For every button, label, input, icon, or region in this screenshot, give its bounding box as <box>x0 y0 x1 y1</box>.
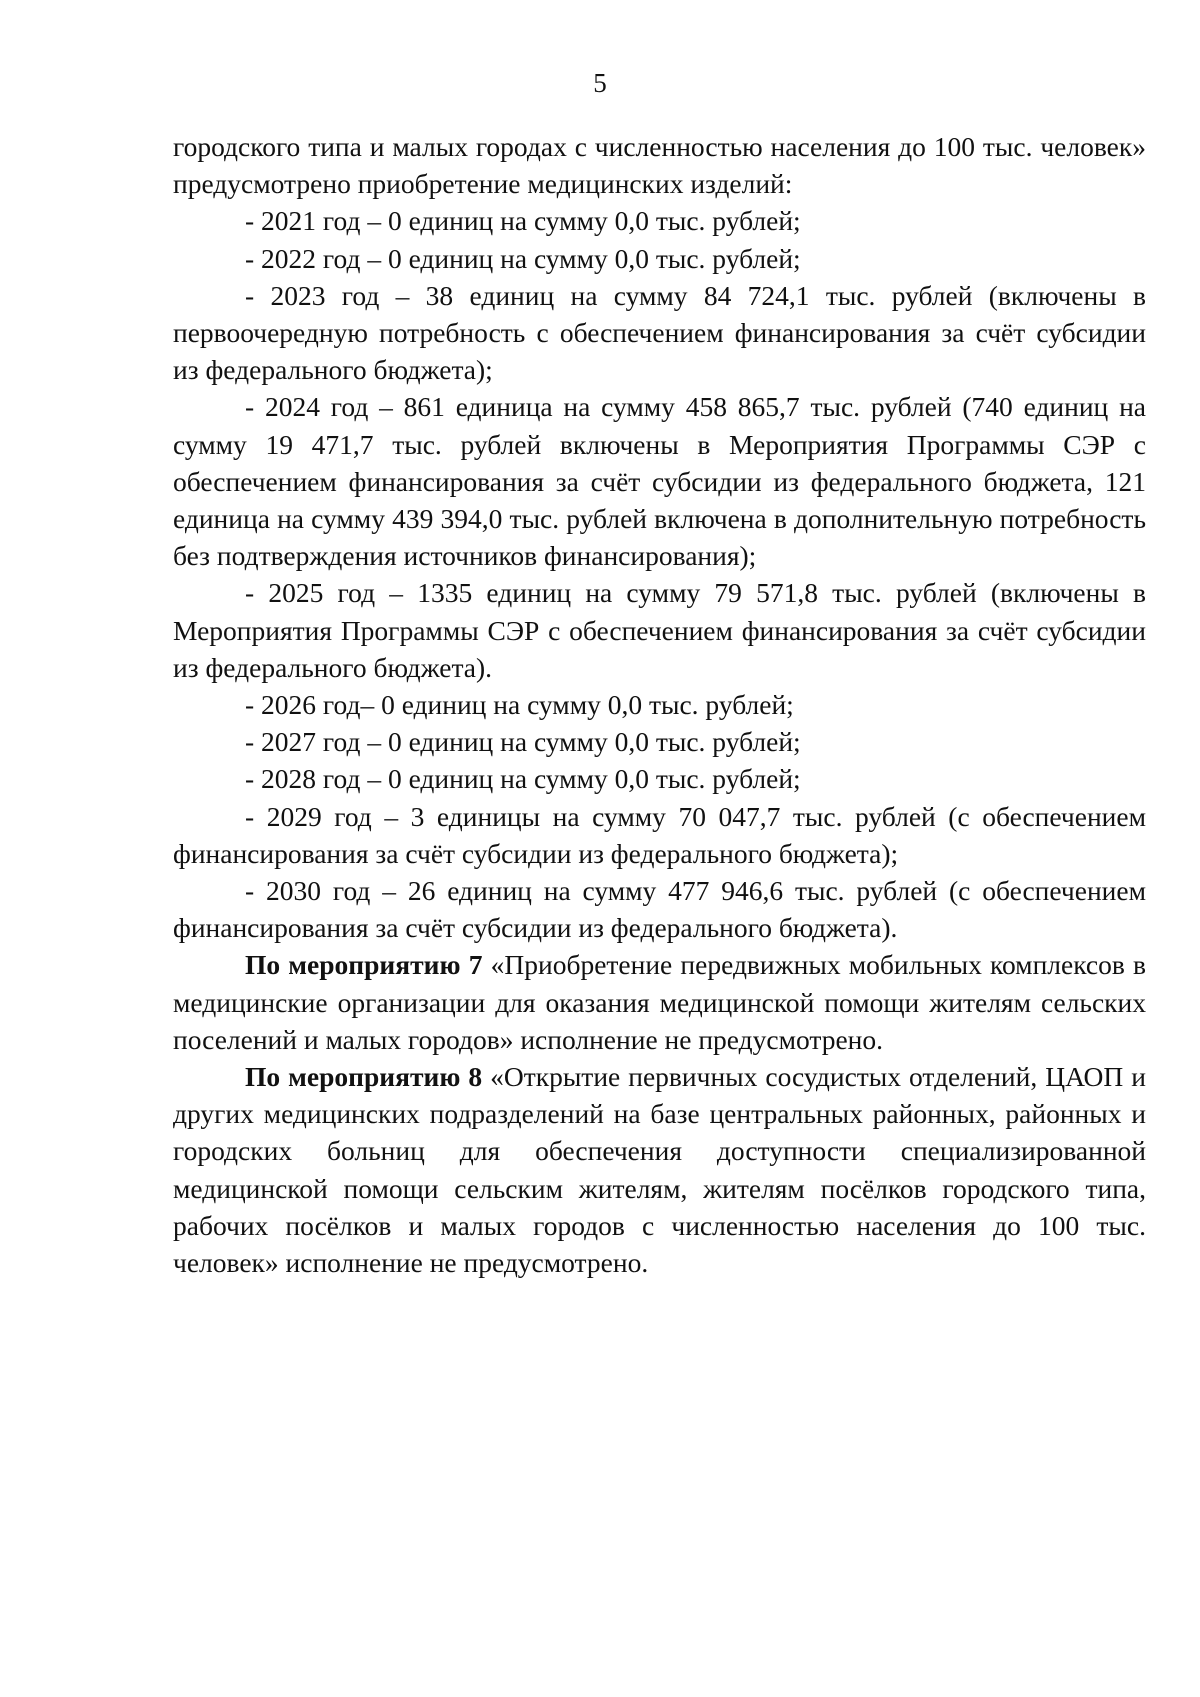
measure-8-paragraph <box>173 1058 1146 1281</box>
measure-7-text: «Приобретение передвижных мобильных комплексов в медицинские организации для оказания медицинской помощи жителям сельских поселений и малых городов» исполнение не предусмотрено. <box>173 949 1146 1055</box>
measure-7-paragraph <box>173 946 1146 1058</box>
measure-8-label: По мероприятию 8 <box>245 1061 483 1093</box>
item-2027: - 2027 год – 0 единиц на сумму 0,0 тыс. рублей; <box>245 726 801 758</box>
item-2022: - 2022 год – 0 единиц на сумму 0,0 тыс. рублей; <box>245 242 801 274</box>
measure-7-label: По мероприятию 7 <box>245 949 483 981</box>
item-2023: - 2023 год – 38 единиц на сумму 84 724,1 тыс. рублей (включены в первоочередную потребность с обеспечением финансирования за счёт субсидии из федерального бюджета); <box>173 279 1146 386</box>
item-2030: - 2030 год – 26 единиц на сумму 477 946,6 тыс. рублей (с обеспечением финансирования за счёт субсидии из федерального бюджета). <box>173 875 1146 944</box>
item-2026: - 2026 год– 0 единиц на сумму 0,0 тыс. рублей; <box>245 689 794 721</box>
item-2025: - 2025 год – 1335 единиц на сумму 79 571,8 тыс. рублей (включены в Мероприятия Программы СЭР с обеспечением финансирования за счёт субсидии из федерального бюджета). <box>173 577 1146 683</box>
item-2021: - 2021 год – 0 единиц на сумму 0,0 тыс. рублей; <box>245 205 801 237</box>
item-2029: - 2029 год – 3 единицы на сумму 70 047,7 тыс. рублей (с обеспечением финансирования за счёт субсидии из федерального бюджета); <box>173 800 1146 869</box>
measure-8-text: «Открытие первичных сосудистых отделений, ЦАОП и других медицинских подразделений на базе центральных районных, районных и городских больниц для обеспечения доступности специализированной медицинской помощи сельским жителям, жителям посёлков городского типа, рабочих посёлков и малых городов с численностью населения до 100 тыс. человек» исполнение не предусмотрено. <box>173 1061 1146 1279</box>
document-body <box>173 128 1146 1281</box>
item-2024: - 2024 год – 861 единица на сумму 458 865,7 тыс. рублей (740 единиц на сумму 19 471,7 тыс. рублей включены в Мероприятия Программы СЭР с обеспечением финансирования за счёт субсидии из федерального бюджета, 121 единица на сумму 439 394,0 тыс. рублей включена в дополнительную потребность без подтверждения источников финансирования); <box>173 391 1146 572</box>
intro-paragraph: городского типа и малых городах с численностью населения до 100 тыс. человек» предусмотрено приобретение медицинских изделий: <box>173 131 1146 200</box>
item-2028: - 2028 год – 0 единиц на сумму 0,0 тыс. рублей; <box>245 763 801 795</box>
page-number: 5 <box>593 68 607 98</box>
